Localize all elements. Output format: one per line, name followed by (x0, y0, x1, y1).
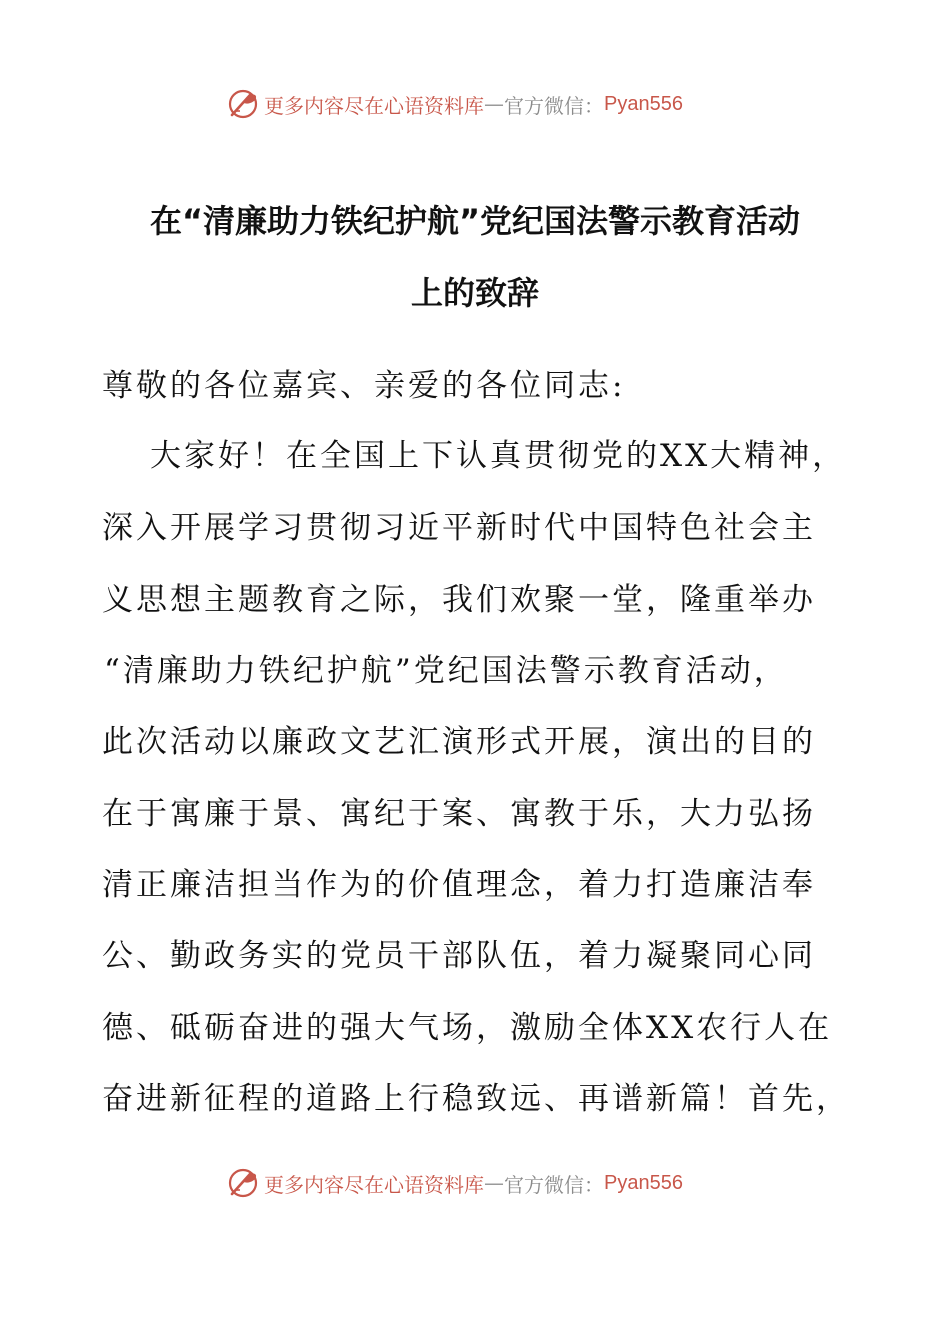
paragraph-line: 义思想主题教育之际，我们欢聚一堂，隆重举办 (102, 582, 816, 618)
footer-watermark (226, 1163, 683, 1203)
paragraph-line: 清正廉洁担当作为的价值理念，着力打造廉洁奉 (102, 867, 816, 903)
watermark-separator: — (484, 92, 504, 116)
paragraph-line: 在于寓廉于景、寓纪于案、寓教于乐，大力弘扬 (102, 796, 816, 832)
quill-logo-icon (226, 87, 260, 121)
paragraph-line: 此次活动以廉政文艺汇演形式开展，演出的目的 (102, 724, 816, 760)
paragraph-line: 公、勤政务实的党员干部队伍，着力凝聚同心同 (102, 938, 816, 974)
paragraph-line: 深入开展学习贯彻习近平新时代中国特色社会主 (102, 510, 816, 546)
paragraph-line: 大家好！在全国上下认真贯彻党的XX大精神， (150, 438, 847, 474)
document-title-line-1: 在“清廉助力铁纪护航”党纪国法警示教育活动 (149, 202, 801, 240)
quill-logo-icon (226, 1166, 260, 1200)
watermark-text: 更多内容尽在心语资料库 (264, 93, 484, 118)
watermark-text: 更多内容尽在心语资料库 (264, 1172, 484, 1197)
document-title-line-2: 上的致辞 (410, 274, 539, 312)
watermark-separator: — (484, 1171, 504, 1195)
header-watermark (226, 84, 683, 124)
paragraph-line: 德、砥砺奋进的强大气场，激励全体XX农行人在 (102, 1010, 833, 1046)
paragraph-line: 奋进新征程的道路上行稳致远、再谱新篇！首先， (102, 1081, 850, 1117)
salutation: 尊敬的各位嘉宾、亲爱的各位同志: (102, 368, 626, 404)
watermark-wechat-label: 官方微信： (504, 93, 604, 118)
watermark-wechat-id: Pyan556 (604, 92, 683, 115)
paragraph-line: “清廉助力铁纪护航”党纪国法警示教育活动， (104, 653, 788, 689)
watermark-wechat-label: 官方微信： (504, 1172, 604, 1197)
watermark-wechat-id: Pyan556 (604, 1171, 683, 1194)
